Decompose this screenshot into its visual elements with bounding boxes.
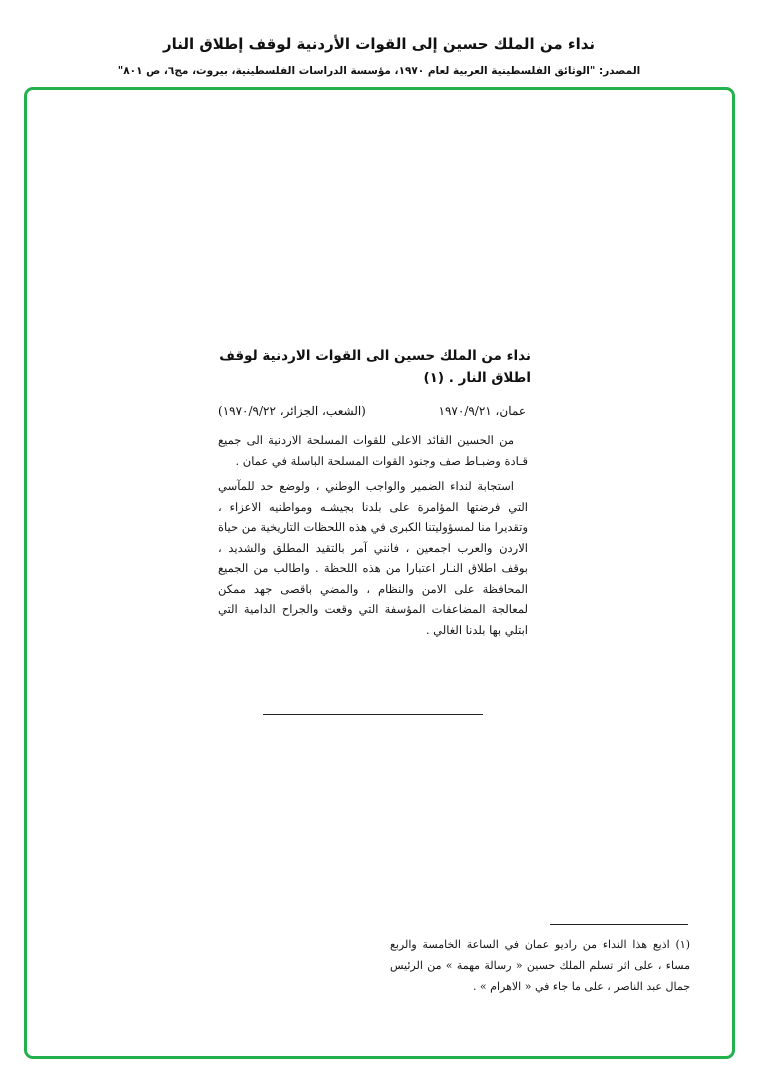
end-divider [263, 714, 483, 715]
footnote-divider [550, 924, 688, 925]
document-body [218, 430, 528, 645]
source-citation: المصدر: "الوثائق الفلسطينية العربية لعام ١٩٧٠، مؤسسة الدراسات الفلسطينية، بيروت، مج٦، ص ٨٠١" [117, 65, 641, 77]
footnote: (١) اذيع هذا النداء من راديو عمان في الساعة الخامسة والربع مساء ، على اثر تسلم الملك حسين « رسالة مهمة » من الرئيس جمال عبد الناصر ، على ما جاء في « الاهرام » . [390, 938, 690, 993]
page-title: نداء من الملك حسين إلى القوات الأردنية لوقف إطلاق النار [162, 35, 596, 53]
body-paragraph: استجابة لنداء الضمير والواجب الوطني ، ولوضع حد للمآسي التي فرضتها المؤامرة على بلدنا بجيشـه ومواطنيه الاعزاء ، وتقديرا منا لمسؤوليتنا الكبرى في هذه اللحظات التاريخية من حياة الاردن والعرب اجمعين ، فانني آمر بالتقيد المطلق والشديد ، بوقف اطلاق النـار اعتبارا من هذه اللحظة . واطالب من الجميع المحافظة على الامن والنظام ، والمضي باقصى جهد ممكن لمعالجة المضاعفات المؤسفة التي وقعت والجراح الدامية التي ابتلي بها بلدنا الغالي . [218, 479, 528, 637]
dateline [218, 401, 526, 421]
dateline-place-date: عمان، ١٩٧٠/٩/٢١ [438, 404, 526, 418]
page-header [0, 0, 758, 86]
dateline-source: (الشعب، الجزائر، ١٩٧٠/٩/٢٢) [218, 404, 366, 418]
document-title: نداء من الملك حسين الى القوات الاردنية لوقف اطلاق النار . (١) [219, 348, 531, 386]
body-paragraph: من الحسين القائد الاعلى للقوات المسلحة الاردنية الى جميع قـادة وضبـاط صف وجنود القوات المسلحة الباسلة في عمان . [218, 433, 528, 468]
